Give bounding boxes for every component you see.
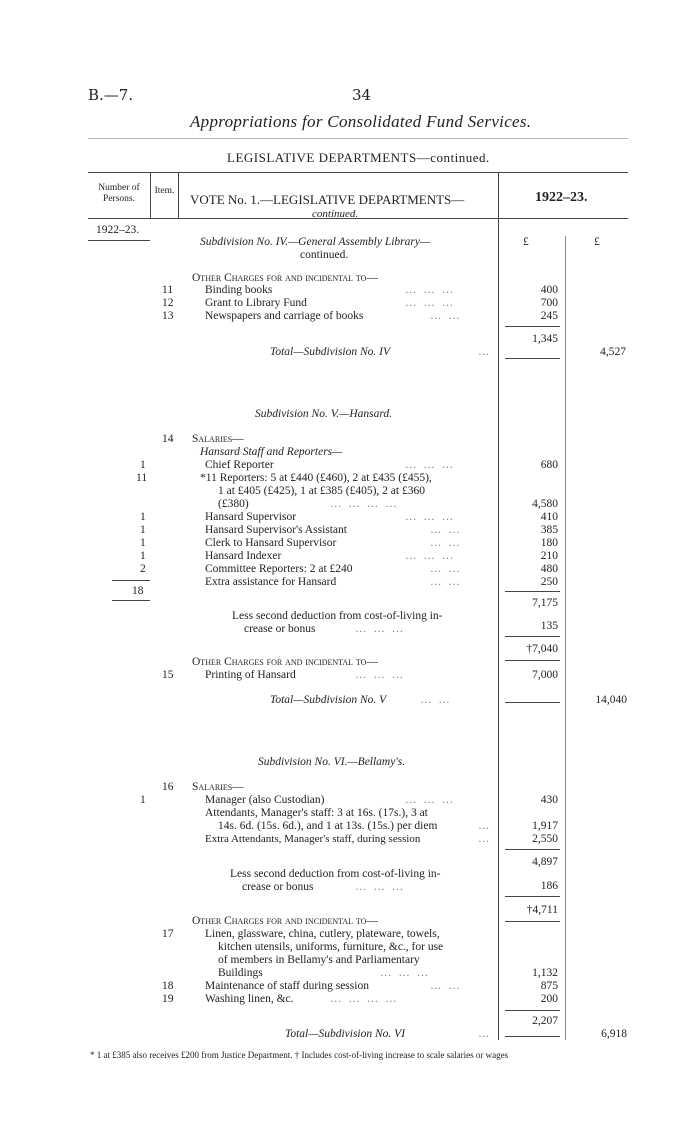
sub5-net: †7,040 <box>526 643 558 655</box>
sub5-amount: 680 <box>540 459 558 471</box>
sub6-desc: of members in Bellamy's and Parliamentary <box>218 954 420 966</box>
pound-col-2: £ <box>594 236 600 248</box>
sub6-desc: kitchen utensils, uniforms, furniture, &c., for use <box>218 941 444 953</box>
sub5-desc: Committee Reporters: 2 at £240 <box>205 563 353 575</box>
sub4-subtotal: 1,345 <box>532 333 558 345</box>
leader-dots: … … <box>420 694 452 706</box>
title-rule <box>88 138 628 139</box>
sum-rule <box>505 636 560 637</box>
sub5-printing-amount: 7,000 <box>532 669 558 681</box>
leader-dots: … … … <box>405 459 456 471</box>
sub6-amount: 200 <box>540 993 558 1005</box>
sub6-desc: 14s. 6d. (15s. 6d.), and 1 at 13s. (15s.) per diem <box>218 820 438 832</box>
sub5-heading: Subdivision No. V.—Hansard. <box>255 408 393 420</box>
sub5-desc: Clerk to Hansard Supervisor <box>205 537 337 549</box>
sub4-amount-11: 400 <box>540 284 558 296</box>
sub4-amount-13: 245 <box>540 310 558 322</box>
leader-dots: … … … <box>355 881 406 893</box>
leader-dots: … … … <box>380 967 431 979</box>
sub5-salaries: Salaries— <box>192 433 244 445</box>
year-row-rule <box>88 240 150 241</box>
sub4-heading-cont: continued. <box>300 249 349 261</box>
sub6-amount: 1,132 <box>532 967 558 979</box>
table-top-rule <box>88 172 628 173</box>
sum-rule <box>505 1036 560 1037</box>
leader-dots: … <box>478 833 492 845</box>
sub5-desc: Hansard Supervisor <box>205 511 297 523</box>
sub6-persons: 1 <box>140 794 146 806</box>
sub5-desc: Chief Reporter <box>205 459 274 471</box>
sub6-subtotal: 4,897 <box>532 856 558 868</box>
persons-sum-rule <box>112 600 150 601</box>
sub5-amount: 210 <box>540 550 558 562</box>
leader-dots: … … … <box>405 297 456 309</box>
sum-rule <box>505 849 560 850</box>
leader-dots: … … … … <box>330 498 399 510</box>
section-subtitle: LEGISLATIVE DEPARTMENTS—continued. <box>227 150 490 165</box>
sub6-heading: Subdivision No. VI.—Bellamy's. <box>258 756 406 768</box>
sub6-less-amount: 186 <box>540 880 558 892</box>
sub6-total: 6,918 <box>601 1028 627 1040</box>
col-divider-item <box>178 172 179 218</box>
sub5-printing: Printing of Hansard <box>205 669 296 681</box>
sub6-item-18: 18 <box>162 980 174 992</box>
leader-dots: … … … <box>405 794 456 806</box>
sub4-heading: Subdivision No. IV.—General Assembly Library— <box>200 236 431 248</box>
leader-dots: … … … <box>355 623 406 635</box>
sub5-persons: 1 <box>140 511 146 523</box>
footnote: * 1 at £385 also receives £200 from Justice Department. † Includes cost-of-living increase to scale salaries or wages <box>90 1050 509 1060</box>
persons-sum-rule <box>112 580 150 581</box>
sub5-persons: 11 <box>136 472 148 484</box>
sub5-staff: Hansard Staff and Reporters— <box>200 446 343 458</box>
sub5-amount: 250 <box>540 576 558 588</box>
leader-dots: … … <box>430 576 462 588</box>
sub6-item-17: 17 <box>162 928 174 940</box>
sub5-desc: (£380) <box>218 498 249 510</box>
pound-col-1: £ <box>523 236 529 248</box>
sub5-amount: 480 <box>540 563 558 575</box>
sub5-other-charges: Other Charges for and incidental to— <box>192 656 378 668</box>
year-row: 1922–23. <box>96 224 140 236</box>
sub5-persons: 1 <box>140 537 146 549</box>
leader-dots: … <box>478 820 492 832</box>
leader-dots: … <box>478 1028 492 1040</box>
sub5-desc: 1 at £405 (£425), 1 at £385 (£405), 2 at £360 <box>218 485 425 497</box>
sum-rule <box>505 702 560 703</box>
sub5-total: 14,040 <box>595 694 627 706</box>
sub4-item-11: 11 <box>162 284 174 296</box>
sum-rule <box>505 1010 560 1011</box>
sub5-persons-total: 18 <box>132 585 144 597</box>
sub6-total-label: Total—Subdivision No. VI <box>285 1028 406 1040</box>
sub6-desc: Attendants, Manager's staff: 3 at 16s. (17s.), 3 at <box>205 807 428 819</box>
sub6-desc: Washing linen, &c. <box>205 993 294 1005</box>
leader-dots: … … <box>430 524 462 536</box>
sub4-item-13: 13 <box>162 310 174 322</box>
leader-dots: … … <box>430 980 462 992</box>
leader-dots: … <box>478 346 492 358</box>
leader-dots: … … … <box>405 511 456 523</box>
year-header: 1922–23. <box>535 190 588 205</box>
page-title: Appropriations for Consolidated Fund Services. <box>190 112 532 131</box>
sum-rule <box>505 358 560 359</box>
sub5-item-15: 15 <box>162 669 174 681</box>
sub6-less-line2: crease or bonus <box>242 881 314 893</box>
sub4-desc-12: Grant to Library Fund <box>205 297 307 309</box>
report-code: B.—7. <box>88 86 134 104</box>
sub5-less-line1: Less second deduction from cost-of-living in- <box>232 610 443 622</box>
sum-rule <box>505 921 560 922</box>
sub6-amount: 1,917 <box>532 820 558 832</box>
sub6-desc: Buildings <box>218 967 263 979</box>
sub4-amount-12: 700 <box>540 297 558 309</box>
sum-rule <box>505 896 560 897</box>
sub6-desc: Maintenance of staff during session <box>205 980 369 992</box>
sub6-desc: Extra Attendants, Manager's staff, during session <box>205 833 421 845</box>
sub5-persons: 1 <box>140 550 146 562</box>
sub5-item-14: 14 <box>162 433 174 445</box>
col-divider-amount-2 <box>565 236 566 1040</box>
vote-header-cont: continued. <box>312 208 359 220</box>
sub6-desc: Linen, glassware, china, cutlery, plateware, towels, <box>205 928 440 940</box>
sum-rule <box>505 591 560 592</box>
sub5-desc: Hansard Supervisor's Assistant <box>205 524 347 536</box>
sub6-item-19: 19 <box>162 993 174 1005</box>
leader-dots: … … <box>430 563 462 575</box>
sub5-less-line2: crease or bonus <box>244 623 316 635</box>
leader-dots: … … … <box>405 550 456 562</box>
sub4-total-label: Total—Subdivision No. IV <box>270 346 391 358</box>
sub6-item-16: 16 <box>162 781 174 793</box>
sum-rule <box>505 326 560 327</box>
sub4-other-charges: Other Charges for and incidental to— <box>192 272 378 284</box>
sub6-salaries: Salaries— <box>192 781 244 793</box>
leader-dots: … … … <box>355 669 406 681</box>
sub5-persons: 1 <box>140 524 146 536</box>
sub6-net: †4,711 <box>526 904 558 916</box>
sub5-desc: *11 Reporters: 5 at £440 (£460), 2 at £435 (£455), <box>200 472 432 484</box>
sub6-subtotal2: 2,207 <box>532 1015 558 1027</box>
sub4-total: 4,527 <box>600 346 626 358</box>
sub6-amount: 875 <box>540 980 558 992</box>
sub5-amount: 4,580 <box>532 498 558 510</box>
sub5-amount: 180 <box>540 537 558 549</box>
sub6-less-line1: Less second deduction from cost-of-living in- <box>230 868 441 880</box>
sum-rule <box>505 660 560 661</box>
page-number: 34 <box>352 86 372 104</box>
sub6-amount: 2,550 <box>532 833 558 845</box>
sub4-desc-13: Newspapers and carriage of books <box>205 310 364 322</box>
sub4-desc-11: Binding books <box>205 284 273 296</box>
sub5-total-label: Total—Subdivision No. V <box>270 694 387 706</box>
sub5-amount: 410 <box>540 511 558 523</box>
leader-dots: … … … <box>405 284 456 296</box>
leader-dots: … … <box>430 537 462 549</box>
sub5-desc: Extra assistance for Hansard <box>205 576 337 588</box>
persons-header: Number of Persons. <box>98 183 140 204</box>
leader-dots: … … <box>430 310 462 322</box>
sub4-item-12: 12 <box>162 297 174 309</box>
sub5-amount: 385 <box>540 524 558 536</box>
sub5-less-amount: 135 <box>540 620 558 632</box>
sub5-subtotal: 7,175 <box>532 597 558 609</box>
sub5-desc: Hansard Indexer <box>205 550 282 562</box>
col-divider-amount <box>498 172 499 1040</box>
sub5-persons: 1 <box>140 459 146 471</box>
item-header: Item. <box>154 186 175 196</box>
leader-dots: … … … … <box>330 993 399 1005</box>
sub6-other-charges: Other Charges for and incidental to— <box>192 915 378 927</box>
sub5-persons: 2 <box>140 563 146 575</box>
sub6-desc: Manager (also Custodian) <box>205 794 325 806</box>
sub6-amount: 430 <box>540 794 558 806</box>
vote-header: VOTE No. 1.—LEGISLATIVE DEPARTMENTS— <box>190 192 465 207</box>
